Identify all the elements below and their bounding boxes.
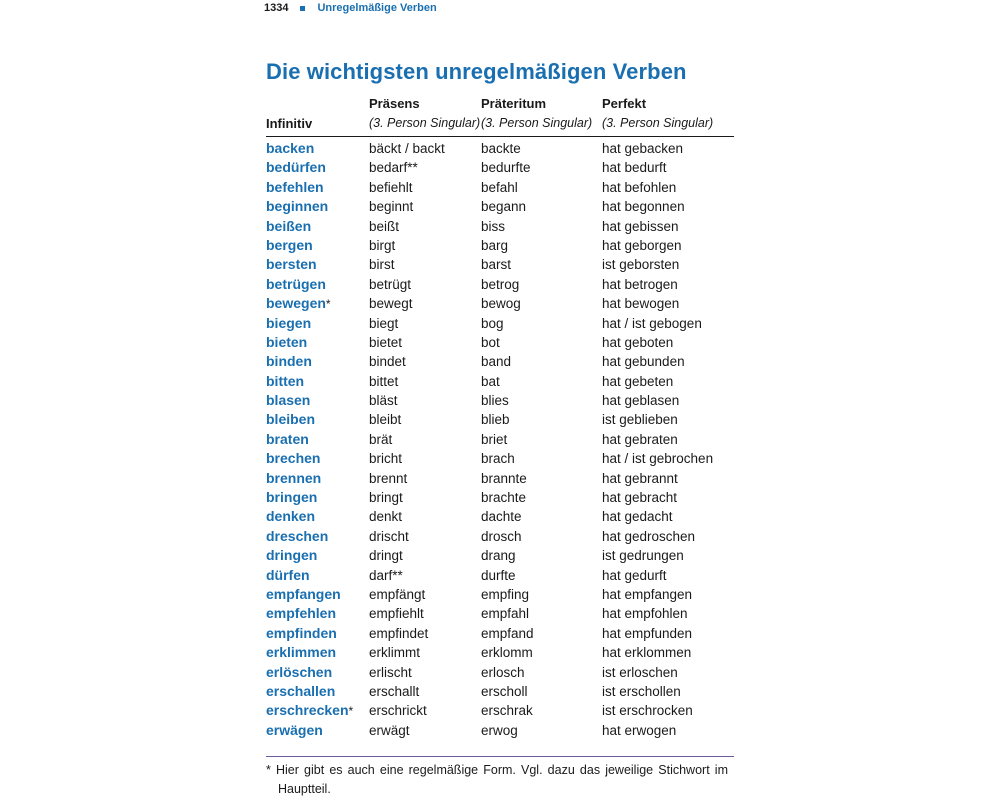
infinitive-cell: [266, 352, 312, 372]
table-row: [266, 255, 734, 274]
perfect-cell: hat gebacken: [602, 141, 684, 156]
present-cell: bläst: [369, 393, 398, 409]
perfect-cell: hat erklommen: [602, 645, 692, 661]
infinitive-cell: [266, 624, 337, 644]
preterite-cell: erklomm: [481, 645, 533, 661]
present-cell: drischt: [369, 528, 409, 544]
preterite-cell: bewog: [481, 296, 521, 312]
preterite-cell: briet: [481, 431, 508, 447]
infinitive-cell: [266, 566, 310, 586]
present-cell: beginnt: [369, 199, 414, 215]
present-cell: bringt: [369, 490, 403, 506]
infinitive-cell: [266, 507, 315, 527]
infinitive-cell: [266, 372, 304, 392]
infinitive-text: empfangen: [266, 585, 341, 602]
footnote: * Hier gibt es auch eine regelmäßige Form. Vgl. dazu das jeweilige Stichwort im Hauptteil.: [266, 763, 728, 796]
preterite-cell: empfing: [481, 586, 530, 602]
table-row: [266, 624, 734, 643]
present-cell: brennt: [369, 470, 408, 486]
infinitive-text: dringen: [266, 547, 318, 564]
infinitive-text: bleiben: [266, 411, 316, 428]
square-bullet-icon: [300, 6, 305, 11]
infinitive-text: bieten: [266, 333, 308, 350]
infinitive-cell: [266, 721, 323, 741]
header-infinitive: Infinitiv: [266, 116, 313, 131]
infinitive-text: empfinden: [266, 624, 337, 641]
running-head: [264, 2, 437, 14]
infinitive-cell: [266, 158, 326, 178]
preterite-cell: blieb: [481, 412, 510, 428]
preterite-cell: durfte: [481, 567, 516, 583]
header-preterite: Präteritum: [481, 96, 547, 111]
infinitive-cell: [266, 333, 307, 353]
perfect-cell: hat / ist gebogen: [602, 315, 702, 331]
present-cell: denkt: [369, 509, 403, 525]
infinitive-cell: [266, 139, 314, 159]
present-cell: bewegt: [369, 296, 413, 312]
table-row: [266, 197, 734, 216]
infinitive-text: brechen: [266, 450, 321, 467]
present-cell: erlischt: [369, 664, 412, 680]
infinitive-text: bewegen: [266, 295, 326, 312]
infinitive-cell: [266, 275, 326, 295]
table-top-rule: [266, 136, 734, 137]
perfect-cell: hat befohlen: [602, 179, 677, 195]
infinitive-text: bergen: [266, 236, 313, 253]
present-cell: befiehlt: [369, 179, 413, 195]
perfect-cell: ist erschrocken: [602, 703, 693, 719]
table-row: [266, 139, 734, 158]
present-cell: bindet: [369, 354, 406, 370]
present-cell: erschrickt: [369, 703, 427, 719]
infinitive-cell: [266, 546, 317, 566]
table-row: [266, 294, 734, 313]
table-row: [266, 604, 734, 623]
footnote-rule: [266, 756, 734, 757]
perfect-cell: hat gedacht: [602, 509, 673, 525]
preterite-cell: begann: [481, 199, 527, 215]
infinitive-text: beginnen: [266, 198, 329, 215]
perfect-cell: hat geborgen: [602, 237, 682, 253]
perfect-cell: hat gedurft: [602, 567, 667, 583]
perfect-cell: hat / ist gebrochen: [602, 451, 714, 467]
table-row: [266, 488, 734, 507]
infinitive-text: bersten: [266, 256, 317, 273]
infinitive-cell: [266, 217, 311, 237]
infinitive-cell: [266, 488, 317, 508]
infinitive-cell: [266, 314, 311, 334]
preterite-cell: empfand: [481, 625, 534, 641]
table-row: [266, 372, 734, 391]
infinitive-text: dreschen: [266, 527, 329, 544]
header-perfect-sub: (3. Person Singular): [602, 116, 714, 130]
infinitive-text: biegen: [266, 314, 312, 331]
infinitive-text: bringen: [266, 489, 318, 506]
preterite-cell: drang: [481, 548, 516, 564]
preterite-cell: backte: [481, 141, 521, 156]
table-row: [266, 449, 734, 468]
infinitive-text: erwägen: [266, 721, 323, 738]
infinitive-text: bedürfen: [266, 159, 326, 176]
footnote-marker: *: [325, 297, 331, 312]
verb-table: [266, 139, 734, 740]
present-cell: brät: [369, 431, 393, 447]
table-row: [266, 682, 734, 701]
perfect-cell: hat empfangen: [602, 586, 693, 602]
table-row: [266, 566, 734, 585]
table-row: [266, 275, 734, 294]
present-cell: dringt: [369, 548, 403, 564]
present-cell: bricht: [369, 451, 403, 467]
infinitive-text: erlöschen: [266, 663, 333, 680]
infinitive-cell: [266, 604, 336, 624]
infinitive-text: betrügen: [266, 275, 326, 292]
present-cell: bietet: [369, 334, 403, 350]
table-row: [266, 643, 734, 662]
perfect-cell: hat bewogen: [602, 296, 680, 312]
perfect-cell: hat gebracht: [602, 490, 678, 506]
section-title: Unregelmäßige Verben: [317, 2, 437, 14]
preterite-cell: biss: [481, 218, 506, 234]
infinitive-text: binden: [266, 353, 312, 370]
infinitive-cell: [266, 701, 353, 721]
page-title: Die wichtigsten unregelmäßigen Verben: [266, 59, 687, 84]
table-row: [266, 410, 734, 429]
preterite-cell: band: [481, 354, 512, 370]
preterite-cell: empfahl: [481, 606, 530, 622]
present-cell: birst: [369, 257, 395, 273]
present-cell: erschallt: [369, 683, 420, 699]
preterite-cell: erscholl: [481, 683, 528, 699]
preterite-cell: brannte: [481, 470, 527, 486]
preterite-cell: befahl: [481, 179, 518, 195]
table-row: [266, 585, 734, 604]
perfect-cell: hat gebissen: [602, 218, 679, 234]
table-row: [266, 236, 734, 255]
preterite-cell: dachte: [481, 509, 522, 525]
infinitive-cell: [266, 682, 335, 702]
present-cell: empfiehlt: [369, 606, 424, 622]
page-number: 1334: [264, 2, 289, 14]
infinitive-cell: [266, 236, 313, 256]
perfect-cell: hat gebunden: [602, 354, 685, 370]
infinitive-cell: [266, 430, 309, 450]
infinitive-text: blasen: [266, 392, 311, 409]
preterite-cell: erschrak: [481, 703, 533, 719]
infinitive-cell: [266, 663, 332, 683]
perfect-cell: hat gebeten: [602, 373, 674, 389]
perfect-cell: hat erwogen: [602, 722, 677, 738]
table-row: [266, 352, 734, 371]
footnote-marker: *: [348, 704, 354, 719]
perfect-cell: ist gedrungen: [602, 548, 684, 564]
perfect-cell: hat gedroschen: [602, 528, 696, 544]
perfect-cell: ist erschollen: [602, 683, 681, 699]
infinitive-cell: [266, 197, 328, 217]
infinitive-cell: [266, 643, 336, 663]
infinitive-text: erschallen: [266, 682, 336, 699]
preterite-cell: bat: [481, 373, 500, 389]
infinitive-text: dürfen: [266, 566, 310, 583]
present-cell: bleibt: [369, 412, 402, 428]
table-row: [266, 314, 734, 333]
infinitive-text: denken: [266, 508, 316, 525]
infinitive-text: backen: [266, 140, 315, 156]
present-cell: birgt: [369, 237, 396, 253]
preterite-cell: blies: [481, 393, 509, 409]
infinitive-cell: [266, 255, 317, 275]
infinitive-cell: [266, 527, 328, 547]
present-cell: bittet: [369, 373, 399, 389]
table-row: [266, 663, 734, 682]
perfect-cell: hat geboten: [602, 334, 674, 350]
perfect-cell: hat betrogen: [602, 276, 678, 292]
infinitive-cell: [266, 410, 315, 430]
infinitive-text: brennen: [266, 469, 322, 486]
preterite-cell: barst: [481, 257, 512, 273]
infinitive-text: bitten: [266, 372, 305, 389]
table-row: [266, 391, 734, 410]
infinitive-cell: [266, 585, 341, 605]
preterite-cell: bot: [481, 334, 500, 350]
table-row: [266, 469, 734, 488]
preterite-cell: brach: [481, 451, 515, 467]
header-present: Präsens: [369, 96, 420, 111]
preterite-cell: drosch: [481, 528, 522, 544]
present-cell: biegt: [369, 315, 399, 331]
header-perfect: Perfekt: [602, 96, 647, 111]
infinitive-cell: [266, 294, 331, 314]
table-row: [266, 721, 734, 740]
table-row: [266, 333, 734, 352]
table-row: [266, 546, 734, 565]
preterite-cell: betrog: [481, 276, 520, 292]
preterite-cell: bog: [481, 315, 504, 331]
perfect-cell: ist geborsten: [602, 257, 680, 273]
perfect-cell: ist erloschen: [602, 664, 678, 680]
table-row: [266, 178, 734, 197]
table-row: [266, 430, 734, 449]
infinitive-cell: [266, 449, 320, 469]
perfect-cell: hat begonnen: [602, 199, 685, 215]
perfect-cell: hat empfohlen: [602, 606, 688, 622]
perfect-cell: hat gebraten: [602, 431, 678, 447]
preterite-cell: erwog: [481, 722, 518, 738]
header-present-sub: (3. Person Singular): [369, 116, 481, 130]
present-cell: empfindet: [369, 625, 429, 641]
perfect-cell: hat empfunden: [602, 625, 693, 641]
preterite-cell: brachte: [481, 490, 527, 506]
infinitive-text: empfehlen: [266, 605, 337, 622]
preterite-cell: bedurfte: [481, 160, 531, 176]
infinitive-cell: [266, 469, 321, 489]
infinitive-text: erklimmen: [266, 644, 337, 661]
table-row: [266, 217, 734, 236]
present-cell: erwägt: [369, 722, 410, 738]
present-cell: erklimmt: [369, 645, 420, 661]
perfect-cell: hat geblasen: [602, 393, 680, 409]
infinitive-text: beißen: [266, 217, 312, 234]
present-cell: empfängt: [369, 586, 426, 602]
present-cell: betrügt: [369, 276, 412, 292]
present-cell: bedarf**: [369, 160, 418, 176]
perfect-cell: ist geblieben: [602, 412, 678, 428]
table-row: [266, 527, 734, 546]
infinitive-text: erschrecken: [266, 702, 349, 719]
present-cell: bäckt / backt: [369, 141, 445, 156]
table-row: [266, 701, 734, 720]
infinitive-cell: [266, 178, 324, 198]
header-preterite-sub: (3. Person Singular): [481, 116, 593, 130]
preterite-cell: barg: [481, 237, 509, 253]
present-cell: darf**: [369, 567, 403, 583]
infinitive-text: befehlen: [266, 178, 324, 195]
present-cell: beißt: [369, 218, 400, 234]
preterite-cell: erlosch: [481, 664, 525, 680]
table-row: [266, 507, 734, 526]
table-row: [266, 158, 734, 177]
infinitive-cell: [266, 391, 310, 411]
perfect-cell: hat gebrannt: [602, 470, 678, 486]
infinitive-text: braten: [266, 430, 309, 447]
perfect-cell: hat bedurft: [602, 160, 667, 176]
